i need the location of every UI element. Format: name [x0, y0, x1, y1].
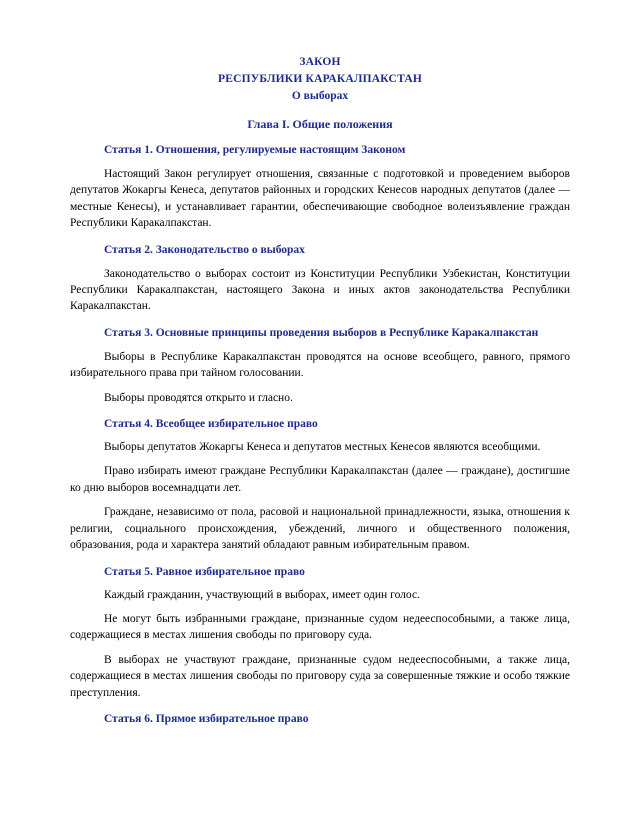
document-title-block	[70, 54, 570, 105]
article-1-paragraph-1: Настоящий Закон регулирует отношения, связанные с подготовкой и проведением выборов депутатов Жокаргы Кенеса, депутатов районных и городских Кенесов народных депутатов (далее — местные Кенесы), и устанавливает гарантии, обеспечивающие свободное волеизъявление граждан Республики Каракалпакстан.	[70, 168, 570, 230]
article-2-paragraph-1: Законодательство о выборах состоит из Конституции Республики Узбекистан, Конституции Республики Каракалпакстан, настоящего Закона и иных актов законодательства Республики Каракалпакстан.	[70, 267, 570, 313]
article-heading-2: Статья 2. Законодательство о выборах	[104, 243, 305, 256]
document-subtitle: О выборах	[291, 90, 349, 102]
chapter-heading: Глава I. Общие положения	[247, 117, 393, 131]
article-4-paragraph-1: Выборы депутатов Жокаргы Кенеса и депутатов местных Кенесов являются всеобщими.	[104, 441, 541, 454]
article-3-paragraph-1: Выборы в Республике Каракалпакстан проводятся на основе всеобщего, равного, прямого избирательного права при тайном голосовании.	[70, 350, 570, 380]
article-heading-5: Статья 5. Равное избирательное право	[104, 565, 305, 578]
article-3-paragraph-2: Выборы проводятся открыто и гласно.	[104, 391, 293, 404]
article-heading-6: Статья 6. Прямое избирательное право	[104, 712, 309, 725]
article-heading-4: Статья 4. Всеобщее избирательное право	[104, 418, 318, 431]
document-content	[70, 54, 570, 729]
article-5-paragraph-3: В выборах не участвуют граждане, признанные судом недееспособными, а также лица, содержащиеся в местах лишения свободы по приговору суда за совершенные тяжкие и особо тяжкие преступления.	[70, 653, 570, 699]
article-heading-3: Статья 3. Основные принципы проведения выборов в Республике Каракалпакстан	[104, 326, 539, 339]
article-5-paragraph-1: Каждый гражданин, участвующий в выборах, имеет один голос.	[104, 588, 420, 601]
document-title-line-1: ЗАКОН	[299, 56, 341, 68]
article-heading-1: Статья 1. Отношения, регулируемые настоящим Законом	[104, 144, 406, 156]
article-4-paragraph-2: Право избирать имеют граждане Республики Каракалпакстан (далее — граждане), достигшие ко дню выборов восемнадцати лет.	[70, 465, 570, 494]
article-4-paragraph-3: Граждане, независимо от пола, расовой и национальной принадлежности, языка, отношения к религии, социального происхождения, убеждений, личного и общественного положения, образования, рода и характера занятий обладают равным избирательным правом.	[70, 506, 570, 552]
document-title-line-2: РЕСПУБЛИКИ КАРАКАЛПАКСТАН	[217, 72, 423, 85]
article-5-paragraph-2: Не могут быть избранными граждане, признанные судом недееспособными, а также лица, содержащиеся в местах лишения свободы по приговору суда.	[70, 612, 570, 642]
